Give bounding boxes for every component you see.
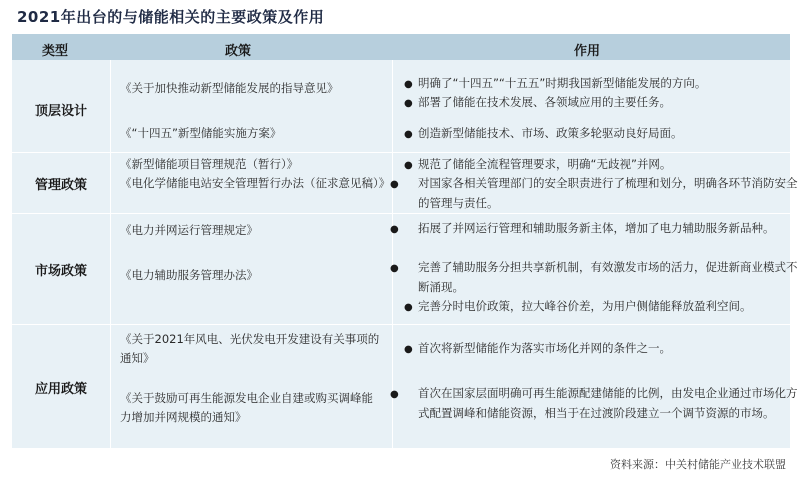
effect-item [404, 155, 784, 175]
effect-item [390, 258, 798, 297]
category-label: 顶层设计 [34, 104, 87, 119]
effect-text: 规范了储能全流程管理要求，明确“无歧视”并网。 [418, 157, 672, 171]
header-effect: 作用 [574, 44, 601, 59]
effect-text: 拓展了并网运行管理和辅助服务新主体，增加了电力辅助服务新品种。 [418, 221, 775, 235]
table-header [12, 34, 790, 60]
effect-text: 创造新型储能技术、市场、政策多轮驱动良好局面。 [418, 126, 683, 140]
policy-item: 《电化学储能电站安全管理暂行办法（征求意见稿）》 [120, 176, 391, 190]
policy-item: 《“十四五”新型储能实施方案》 [120, 126, 282, 140]
effect-item [390, 384, 798, 423]
effect-item [404, 124, 784, 144]
effect-text: 明确了“十四五”“十五五”时期我国新型储能发展的方向。 [418, 76, 707, 90]
page-title: 2021年出台的与储能相关的主要政策及作用 [17, 8, 325, 26]
bullet-icon: ● [404, 344, 413, 355]
category-label: 市场政策 [34, 264, 87, 279]
bullet-icon: ● [404, 160, 413, 171]
row-divider [12, 213, 790, 214]
effect-item [390, 219, 798, 239]
bullet-icon: ● [404, 98, 413, 109]
header-type: 类型 [42, 44, 69, 59]
category-label: 应用政策 [34, 382, 87, 397]
policy-item: 《电力并网运行管理规定》 [120, 223, 258, 237]
effect-text: 部署了储能在技术发展、各领域应用的主要任务。 [418, 95, 671, 109]
bullet-icon: ● [390, 263, 399, 274]
bullet-icon: ● [404, 302, 413, 313]
effect-text: 完善分时电价政策，拉大峰谷价差，为用户侧储能释放盈利空间。 [418, 299, 752, 313]
bullet-icon: ● [404, 129, 413, 140]
effect-text: 完善了辅助服务分担共享新机制，有效激发市场的活力，促进新商业模式不断涌现。 [418, 260, 798, 294]
bullet-icon: ● [390, 224, 399, 235]
row-divider [12, 152, 790, 153]
bullet-icon: ● [390, 389, 399, 400]
effect-text: 首次将新型储能作为落实市场化并网的条件之一。 [418, 341, 671, 355]
effect-item [404, 93, 784, 113]
bullet-icon: ● [390, 179, 399, 190]
effect-item [404, 74, 784, 94]
policy-item: 《关于鼓励可再生能源发电企业自建或购买调峰能力增加并网规模的通知》 [120, 391, 373, 424]
row-divider [12, 324, 790, 325]
effect-text: 首次在国家层面明确可再生能源配建储能的比例，由发电企业通过市场化方式配置调峰和储能资源，相当于在过渡阶段建立一个调节资源的市场。 [418, 386, 798, 420]
effect-item [404, 297, 784, 317]
column-divider [110, 60, 111, 448]
policy-item: 《关于加快推动新型储能发展的指导意见》 [120, 81, 339, 95]
effect-text: 对国家各相关管理部门的安全职责进行了梳理和划分，明确各环节消防安全的管理与责任。 [418, 176, 798, 210]
policy-item: 《电力辅助服务管理办法》 [120, 268, 258, 282]
effect-item [404, 339, 784, 359]
policy-table [12, 34, 798, 448]
effect-item [390, 174, 798, 213]
bullet-icon: ● [404, 79, 413, 90]
category-label: 管理政策 [34, 178, 87, 193]
source-note: 资料来源：中关村储能产业技术联盟 [610, 458, 786, 471]
policy-item: 《关于2021年风电、光伏发电开发建设有关事项的通知》 [120, 332, 380, 365]
header-policy: 政策 [225, 44, 252, 59]
policy-item: 《新型储能项目管理规范（暂行）》 [120, 157, 299, 171]
